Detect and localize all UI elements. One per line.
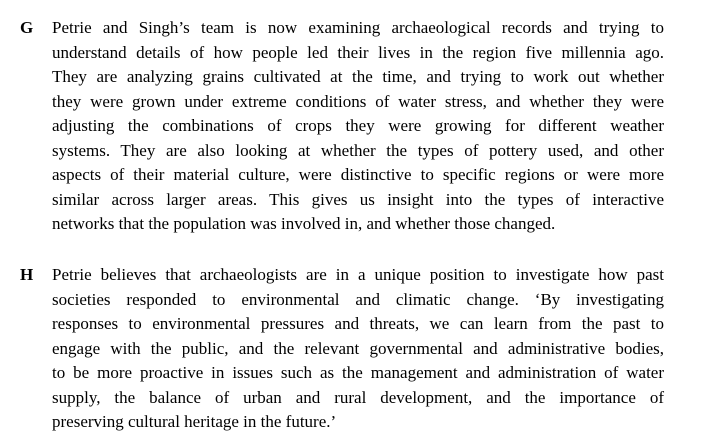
paragraph-line: engage with the public, and the relevant governmental and administrative bodies, [52, 338, 664, 358]
paragraph-line: systems. They are also looking at whether the types of pottery used, and other [52, 140, 664, 160]
paragraph-line: networks that the population was involved in, and whether those changed. [52, 214, 556, 233]
paragraph-line: they were grown under extreme conditions of water stress, and whether they were [52, 91, 664, 111]
paragraph-line: similar across larger areas. This gives us insight into the types of interactive [52, 189, 664, 209]
paragraph-line: to be more proactive in issues such as the management and administration of water [52, 363, 664, 382]
paragraph-line: adjusting the combinations of crops they were growing for different weather [52, 116, 664, 135]
paragraph-line: supply, the balance of urban and rural development, and the importance of [52, 387, 664, 407]
paragraph-line: preserving cultural heritage in the future.’ [52, 412, 337, 431]
paragraph-letter: G [20, 18, 34, 37]
paragraph-line: societies responded to environmental and climatic change. ‘By investigating [52, 289, 664, 309]
paragraph-line: responses to environmental pressures and threats, we can learn from the past to [52, 314, 664, 333]
paragraph-letter: H [20, 265, 34, 284]
paragraph-line: Petrie and Singh’s team is now examining archaeological records and trying to [52, 18, 664, 37]
paragraph-line: aspects of their material culture, were distinctive to specific regions or were more [52, 165, 664, 184]
paragraph-line: They are analyzing grains cultivated at the time, and trying to work out whether [52, 67, 664, 86]
paragraph-line: understand details of how people led their lives in the region five millennia ago. [52, 42, 664, 62]
paragraph-line: Petrie believes that archaeologists are in a unique position to investigate how past [52, 265, 664, 284]
